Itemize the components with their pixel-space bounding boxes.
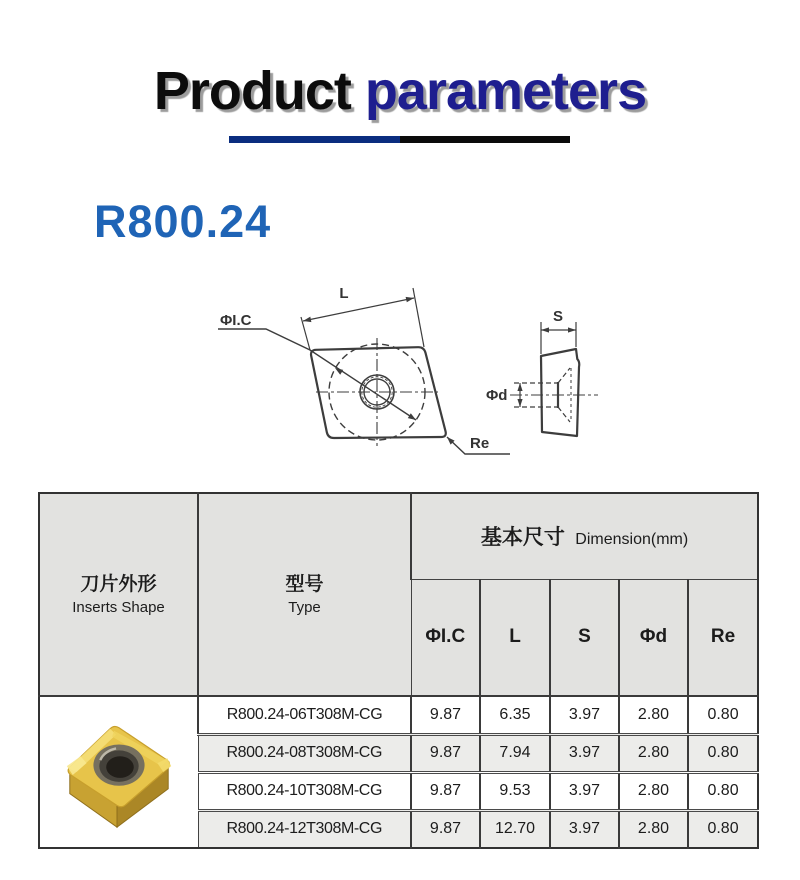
- table-row: [39, 696, 758, 734]
- insert-technical-drawing: [218, 276, 718, 486]
- type-cell: R800.24-06T308M-CG: [198, 696, 411, 734]
- type-cell: R800.24-08T308M-CG: [198, 734, 411, 772]
- header-type-en: Type: [288, 598, 321, 616]
- value-cell-d: 2.80: [619, 810, 688, 848]
- header-dimension: [411, 493, 758, 579]
- type-cell: R800.24-10T308M-CG: [198, 772, 411, 810]
- header-dimension-cn: 基本尺寸: [480, 526, 565, 550]
- header-dim-s: S: [550, 579, 619, 696]
- value-cell-s: 3.97: [550, 810, 619, 848]
- header-dim-ic: ΦI.C: [411, 579, 480, 696]
- value-cell-s: 3.97: [550, 734, 619, 772]
- side-view: [510, 322, 598, 436]
- title-underline-blue-segment: [229, 136, 400, 143]
- header-type: [198, 493, 411, 696]
- value-cell-re: 0.80: [688, 734, 758, 772]
- header-dim-d: Φd: [619, 579, 688, 696]
- value-cell-l: 6.35: [480, 696, 550, 734]
- value-cell-s: 3.97: [550, 696, 619, 734]
- value-cell-d: 2.80: [619, 772, 688, 810]
- header-dim-l: L: [480, 579, 550, 696]
- dimension-label-d: Φd: [486, 387, 508, 404]
- front-view: [218, 288, 510, 454]
- dimension-label-l: L: [339, 285, 349, 302]
- insert-photo: [57, 708, 181, 840]
- value-cell-s: 3.97: [550, 772, 619, 810]
- value-cell-ic: 9.87: [411, 696, 480, 734]
- title-word-product: Product: [153, 61, 351, 121]
- value-cell-l: 9.53: [480, 772, 550, 810]
- value-cell-re: 0.80: [688, 696, 758, 734]
- value-cell-ic: 9.87: [411, 734, 480, 772]
- header-inserts-shape-cn: 刀片外形: [80, 573, 157, 595]
- header-dim-re: Re: [688, 579, 758, 696]
- title-word-parameters: parameters: [364, 61, 647, 121]
- dimension-label-s: S: [552, 308, 564, 325]
- dimension-label-re: Re: [470, 435, 490, 452]
- value-cell-ic: 9.87: [411, 772, 480, 810]
- value-cell-l: 12.70: [480, 810, 550, 848]
- page-title: [0, 60, 800, 122]
- header-type-cn: 型号: [285, 573, 324, 595]
- technical-drawing-svg: [218, 276, 718, 486]
- type-cell: R800.24-12T308M-CG: [198, 810, 411, 848]
- model-series-heading: R800.24: [94, 196, 272, 247]
- value-cell-l: 7.94: [480, 734, 550, 772]
- spec-table: [38, 492, 759, 849]
- insert-photo-cell: [39, 696, 198, 848]
- value-cell-d: 2.80: [619, 696, 688, 734]
- header-dimension-en: Dimension(mm): [575, 531, 689, 549]
- title-underline-black-segment: [400, 136, 571, 143]
- value-cell-re: 0.80: [688, 810, 758, 848]
- value-cell-re: 0.80: [688, 772, 758, 810]
- header-inserts-shape: [39, 493, 198, 696]
- value-cell-d: 2.80: [619, 734, 688, 772]
- value-cell-ic: 9.87: [411, 810, 480, 848]
- dimension-label-ic: ΦI.C: [220, 312, 252, 329]
- header-inserts-shape-en: Inserts Shape: [72, 598, 165, 616]
- title-underline: [229, 136, 570, 143]
